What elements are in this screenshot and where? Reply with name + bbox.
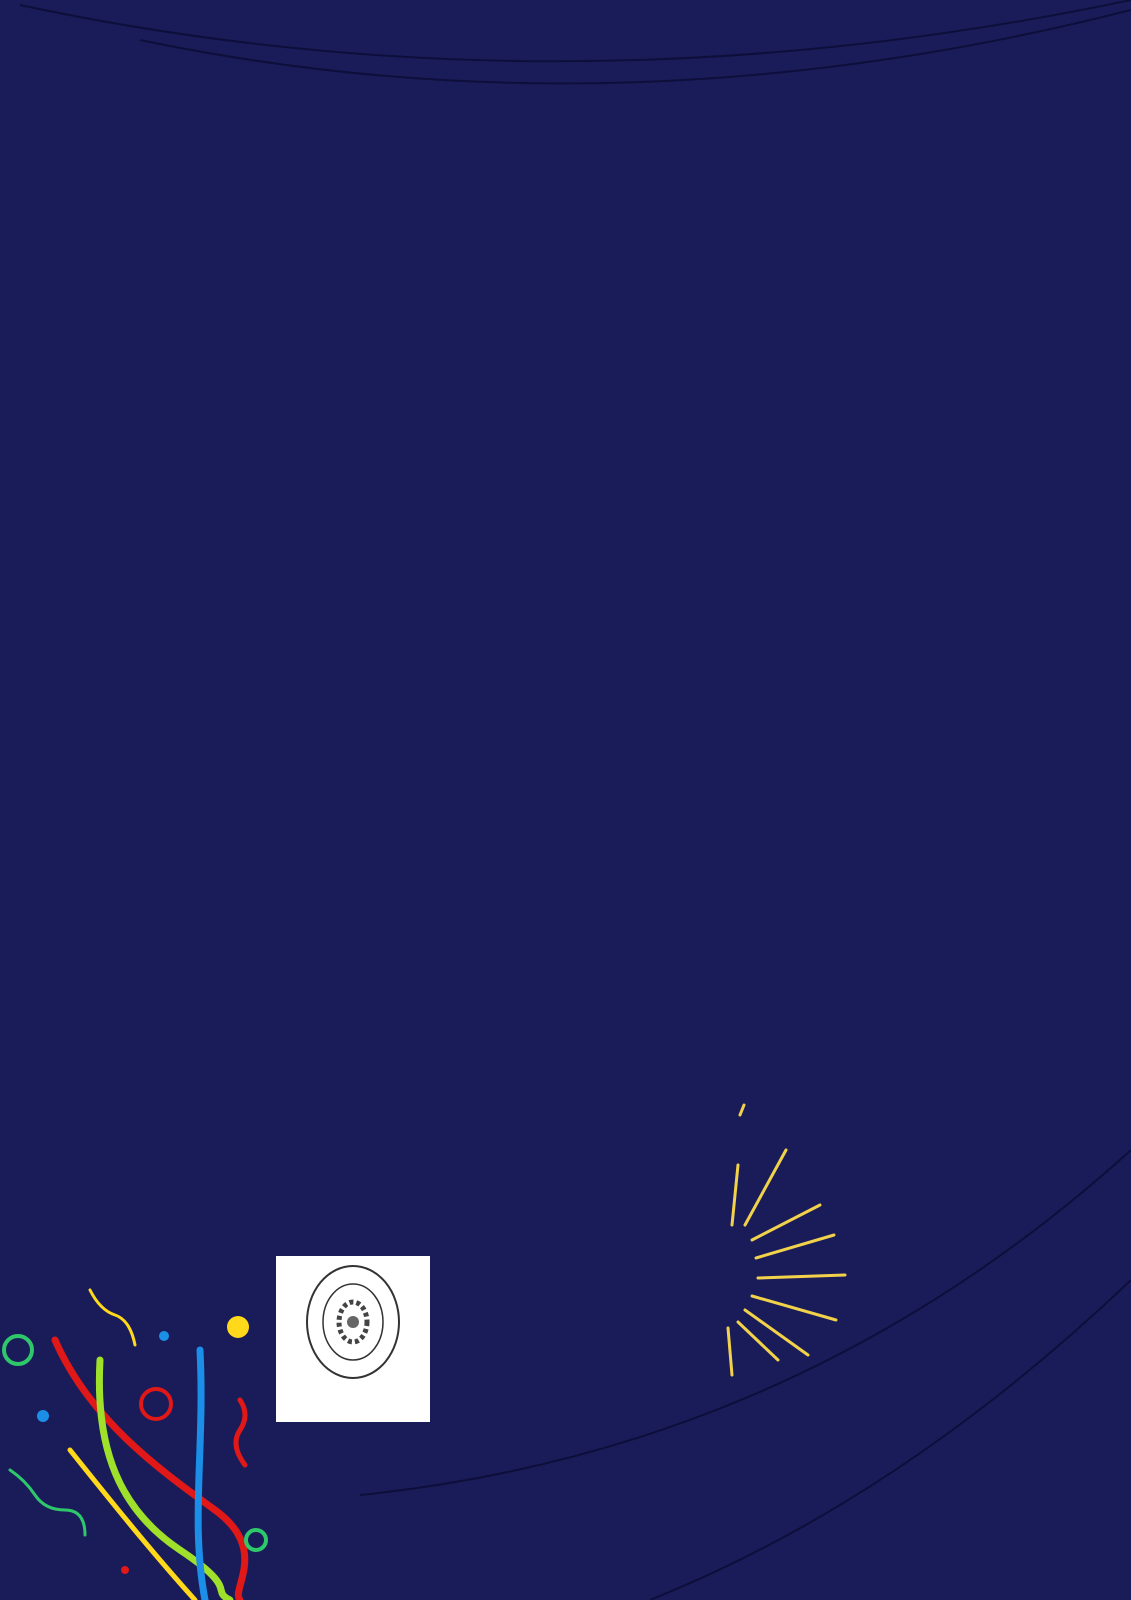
firework xyxy=(728,1105,845,1375)
confetti xyxy=(10,1290,245,1600)
aubert-logo xyxy=(276,1256,430,1422)
seal-icon xyxy=(276,1256,430,1422)
